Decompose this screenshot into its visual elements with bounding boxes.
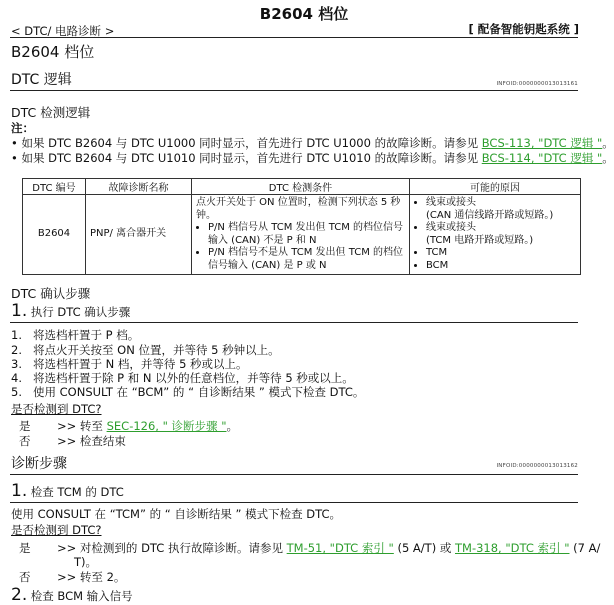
step-text: 将点火开关按至 ON 位置，并等待 5 秒钟以上。	[33, 343, 280, 357]
section-title: B2604 档位	[11, 43, 95, 61]
step-text: 将选档杆置于除 P 和 N 以外的任意档位，并等待 5 秒或以上。	[33, 371, 354, 385]
cause-list	[414, 197, 576, 272]
list-item	[11, 327, 139, 343]
cell-name: PNP/ 离合器开关	[86, 195, 192, 275]
diagnosis-heading: 诊断步骤	[11, 456, 67, 472]
diag-yes-answer	[57, 540, 600, 556]
confirm-divider	[10, 322, 578, 323]
list-item: • P/N 档信号不是从 TCM 发出但 TCM 的档位信号输入 (CAN) 是 P 或 N	[208, 247, 405, 272]
cause-main: 线束或接头	[426, 197, 476, 208]
dtc-logic-divider	[10, 90, 578, 91]
diag-no-label: 否	[19, 570, 31, 584]
cell-dtc: B2604	[23, 195, 86, 275]
step-number: 1.	[11, 301, 28, 321]
confirm-step-title	[11, 301, 130, 321]
step-num: 5.	[11, 385, 22, 399]
condition-list	[196, 222, 405, 272]
answer-text: >> 对检测到的 DTC 执行故障诊断。请参见	[57, 541, 287, 555]
note-text: • 如果 DTC B2604 与 DTC U1010 同时显示，首先进行 DTC U1010 的故障诊断。请参见	[11, 151, 482, 165]
step-title: 检查 TCM 的 DTC	[30, 485, 124, 499]
cause-main: 线束或接头	[426, 222, 476, 233]
answer-mid: (5 A/T) 或	[393, 541, 455, 555]
confirm-yes-label: 是	[19, 419, 31, 433]
step-num: 4.	[11, 371, 22, 385]
cause-sub: (TCM 电路开路或短路。)	[426, 234, 534, 246]
condition-intro: 点火开关处于 ON 位置时，检测下列状态 5 秒钟。	[196, 197, 401, 221]
ref-link-sec126[interactable]: SEC-126, " 诊断步骤 "	[106, 419, 227, 433]
ref-link-tm51[interactable]: TM-51, "DTC 索引 "	[286, 541, 394, 555]
step-title: 检查 BCM 输入信号	[30, 589, 133, 603]
step-number: 1.	[11, 481, 28, 501]
step1-divider	[10, 502, 578, 503]
cell-condition	[192, 195, 410, 275]
dtc-logic-heading: DTC 逻辑	[11, 72, 72, 88]
diagnosis-divider	[10, 474, 578, 475]
confirm-heading: DTC 确认步骤	[11, 286, 91, 301]
step-text: 将选档杆置于 N 档，并等待 5 秒或以上。	[33, 357, 248, 371]
ref-link-tm318[interactable]: TM-318, "DTC 索引 "	[455, 541, 570, 555]
cause-sub: (CAN 通信线路开路或短路。)	[426, 209, 554, 221]
page-header-title: B2604 档位	[259, 5, 349, 23]
list-item	[426, 222, 576, 247]
step-number: 2.	[11, 585, 28, 605]
confirm-question: 是否检测到 DTC?	[11, 402, 102, 416]
list-item: • TCM	[426, 247, 576, 260]
ref-link-bcs114[interactable]: BCS-114, "DTC 逻辑 "	[481, 151, 603, 165]
diag-question: 是否检测到 DTC?	[11, 523, 102, 537]
diag-yes-label: 是	[19, 541, 31, 555]
answer-end: (7 A/	[569, 541, 601, 555]
detection-logic-heading: DTC 检测逻辑	[11, 105, 91, 120]
table-row	[23, 195, 581, 275]
step-text: 使用 CONSULT 在 “BCM” 的 “ 自诊断结果 ” 模式下检查 DTC。	[33, 385, 365, 399]
diag-no-answer: >> 转至 2。	[57, 570, 126, 584]
col-header-cause: 可能的原因	[410, 179, 581, 195]
answer-text: >> 转至	[57, 419, 107, 433]
table-header-row	[23, 179, 581, 195]
note-end: 。	[602, 136, 614, 150]
diag-step1-instruction: 使用 CONSULT 在 “TCM” 的 “ 自诊断结果 ” 模式下检查 DTC。	[11, 507, 342, 521]
col-header-name: 故障诊断名称	[86, 179, 192, 195]
confirm-no-label: 否	[19, 434, 31, 448]
col-header-condition: DTC 检测条件	[192, 179, 410, 195]
answer-end: 。	[226, 419, 238, 433]
list-item	[426, 197, 576, 222]
diag-step1-title	[11, 481, 124, 501]
col-header-dtc: DTC 编号	[23, 179, 86, 195]
step-num: 3.	[11, 357, 22, 371]
note-end: 。	[602, 151, 614, 165]
ref-link-bcs113[interactable]: BCS-113, "DTC 逻辑 "	[481, 136, 603, 150]
note-line-2	[11, 150, 614, 166]
dtc-table	[22, 178, 581, 275]
diag-yes-answer-cont: T)。	[74, 555, 98, 569]
step-title: 执行 DTC 确认步骤	[30, 305, 131, 319]
cell-cause	[410, 195, 581, 275]
diag-step2-title	[11, 585, 133, 605]
step-num: 2.	[11, 343, 22, 357]
header-divider	[10, 37, 578, 38]
step-text: 将选档杆置于 P 档。	[33, 328, 140, 342]
note-line-1	[11, 135, 614, 151]
step-num: 1.	[11, 328, 22, 342]
list-item	[11, 384, 364, 400]
info-id-code: INFOID:0000000013013161	[496, 81, 578, 87]
breadcrumb: < DTC/ 电路诊断 >	[11, 24, 115, 38]
note-label: 注：	[11, 121, 34, 135]
system-label: [ 配备智能钥匙系统 ]	[468, 22, 579, 36]
confirm-no-answer: >> 检查结束	[57, 434, 126, 448]
list-item: • P/N 档信号从 TCM 发出但 TCM 的档位信号输入 (CAN) 不是 P 和 N	[208, 222, 405, 247]
note-text: • 如果 DTC B2604 与 DTC U1000 同时显示，首先进行 DTC U1000 的故障诊断。请参见	[11, 136, 482, 150]
confirm-yes-answer	[57, 418, 238, 434]
list-item: • BCM	[426, 260, 576, 273]
info-id-code: INFOID:0000000013013162	[496, 463, 578, 469]
